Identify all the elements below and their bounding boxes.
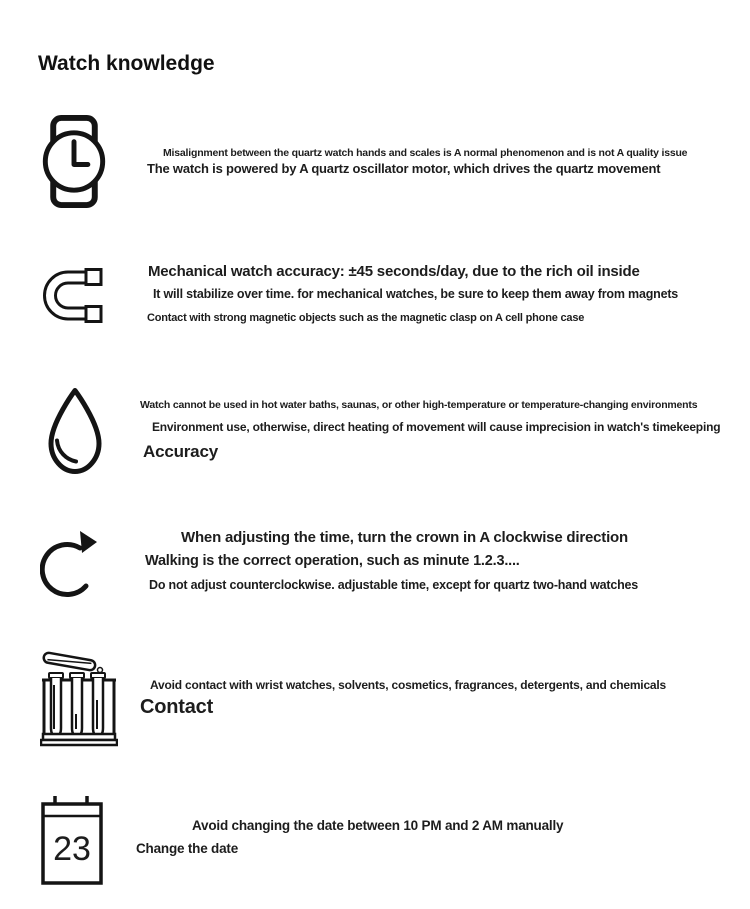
date-note: Change the date [136, 841, 239, 856]
magnet-icon [42, 268, 104, 323]
magnet-headline: Mechanical watch accuracy: ±45 seconds/day, due to the rich oil inside [148, 263, 640, 280]
magnet-note-medium: It will stabilize over time. for mechanical watches, be sure to keep them away from magnets [153, 287, 679, 301]
crown-note-medium: Walking is the correct operation, such as minute 1.2.3.... [145, 553, 520, 569]
watch-icon [42, 115, 106, 208]
clockwise-arrow-icon [40, 528, 98, 604]
chemicals-note: Avoid contact with wrist watches, solvents, cosmetics, fragrances, detergents, and chemicals [150, 678, 666, 692]
magnet-note-small: Contact with strong magnetic objects such as the magnetic clasp on A cell phone case [147, 312, 585, 324]
test-tubes-icon [40, 644, 118, 748]
calendar-icon [41, 795, 103, 885]
chemicals-headline: Contact [140, 696, 214, 718]
crown-headline: When adjusting the time, turn the crown in A clockwise direction [181, 529, 628, 546]
quartz-note-small: Misalignment between the quartz watch hands and scales is A normal phenomenon and is not A quality issue [163, 147, 688, 159]
water-drop-icon [42, 385, 108, 478]
crown-note-small: Do not adjust counterclockwise. adjustable time, except for quartz two-hand watches [149, 578, 639, 592]
calendar-day-number: 23 [53, 830, 91, 868]
date-headline: Avoid changing the date between 10 PM and 2 AM manually [192, 818, 564, 833]
temperature-note-medium: Environment use, otherwise, direct heating of movement will cause imprecision in watch's timekeeping [152, 420, 721, 434]
temperature-headline: Accuracy [143, 442, 218, 461]
page-title: Watch knowledge [38, 52, 215, 76]
temperature-note-small: Watch cannot be used in hot water baths, saunas, or other high-temperature or temperature-changing environments [140, 399, 698, 411]
quartz-note-main: The watch is powered by A quartz oscillator motor, which drives the quartz movement [147, 161, 661, 176]
